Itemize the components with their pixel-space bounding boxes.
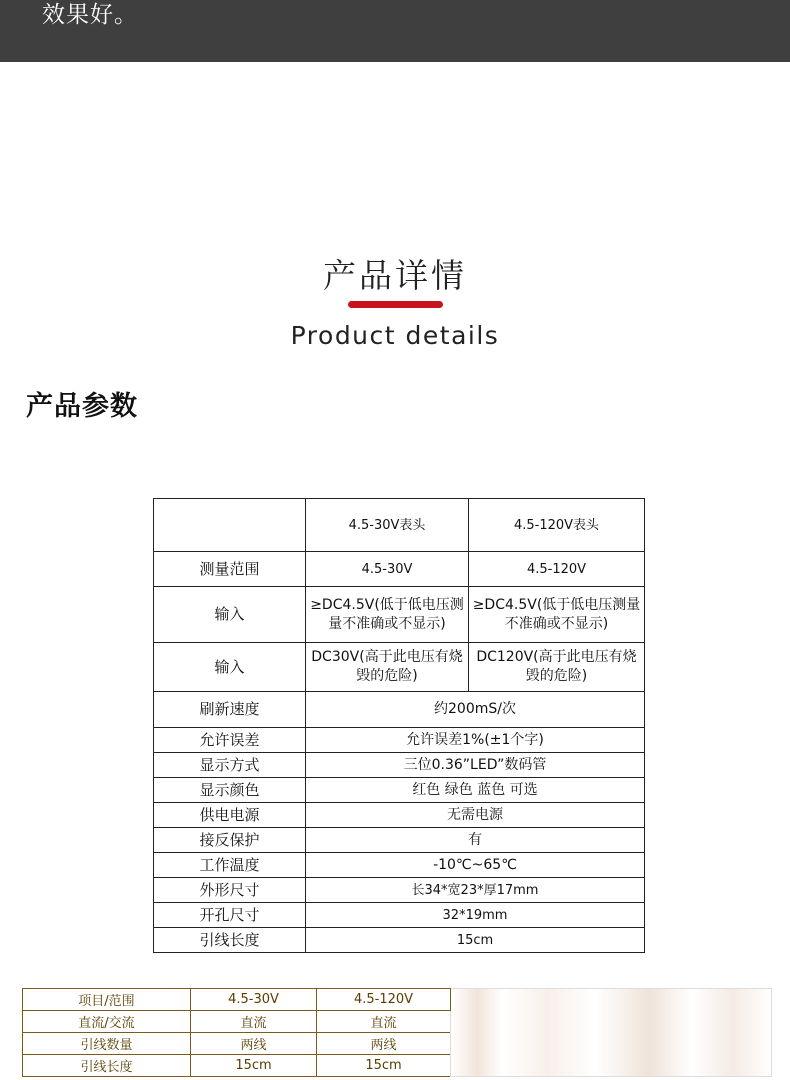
table-header-cell: 4.5-30V表头 xyxy=(306,499,469,552)
row-label: 输入 xyxy=(154,587,306,643)
table-row xyxy=(154,828,645,853)
banner-text: 效果好。 xyxy=(42,2,138,28)
row-value: 有 xyxy=(306,828,645,853)
table-row xyxy=(154,878,645,903)
row-value: -10℃~65℃ xyxy=(306,853,645,878)
compare-cell: 直流 xyxy=(317,1011,451,1033)
row-value: 4.5-120V xyxy=(469,552,645,587)
row-value: 32*19mm xyxy=(306,903,645,928)
compare-table xyxy=(22,988,772,1077)
blurred-region xyxy=(451,989,772,1077)
compare-cell: 直流 xyxy=(191,1011,317,1033)
compare-cell: 两线 xyxy=(317,1033,451,1055)
table-row xyxy=(154,643,645,692)
compare-cell: 引线长度 xyxy=(23,1055,191,1077)
row-value: DC120V(高于此电压有烧毁的危险) xyxy=(469,643,645,692)
row-label: 开孔尺寸 xyxy=(154,903,306,928)
table-row xyxy=(154,803,645,828)
title-underline xyxy=(348,301,443,308)
row-value: 4.5-30V xyxy=(306,552,469,587)
row-label: 显示方式 xyxy=(154,753,306,778)
compare-cell: 4.5-30V xyxy=(191,989,317,1011)
compare-cell: 15cm xyxy=(317,1055,451,1077)
section-subtitle: Product details xyxy=(290,321,500,350)
compare-cell: 两线 xyxy=(191,1033,317,1055)
table-row xyxy=(154,853,645,878)
table-row xyxy=(154,903,645,928)
row-label: 接反保护 xyxy=(154,828,306,853)
params-heading: 产品参数 xyxy=(26,391,138,422)
row-label: 刷新速度 xyxy=(154,692,306,728)
row-value: 允许误差1%(±1个字) xyxy=(306,728,645,753)
table-row xyxy=(154,928,645,953)
top-banner xyxy=(0,0,790,62)
compare-cell: 15cm xyxy=(191,1055,317,1077)
row-label: 外形尺寸 xyxy=(154,878,306,903)
row-value: 红色 绿色 蓝色 可选 xyxy=(306,778,645,803)
table-row xyxy=(23,989,772,1011)
compare-cell: 项目/范围 xyxy=(23,989,191,1011)
row-label: 显示颜色 xyxy=(154,778,306,803)
table-header-cell: 4.5-120V表头 xyxy=(469,499,645,552)
table-header-cell xyxy=(154,499,306,552)
compare-cell: 引线数量 xyxy=(23,1033,191,1055)
table-header-row xyxy=(154,499,645,552)
table-row xyxy=(154,587,645,643)
table-row xyxy=(154,552,645,587)
table-row xyxy=(154,778,645,803)
row-value: 无需电源 xyxy=(306,803,645,828)
section-title: 产品详情 xyxy=(323,256,467,295)
table-row xyxy=(154,692,645,728)
row-value: 约200mS/次 xyxy=(306,692,645,728)
row-label: 工作温度 xyxy=(154,853,306,878)
row-value: DC30V(高于此电压有烧毁的危险) xyxy=(306,643,469,692)
row-value: ≥DC4.5V(低于低电压测量不准确或不显示) xyxy=(306,587,469,643)
table-row xyxy=(154,728,645,753)
compare-cell: 4.5-120V xyxy=(317,989,451,1011)
row-label: 供电电源 xyxy=(154,803,306,828)
row-value: 三位0.36”LED”数码管 xyxy=(306,753,645,778)
row-value: 长34*宽23*厚17mm xyxy=(306,878,645,903)
row-label: 允许误差 xyxy=(154,728,306,753)
row-value: 15cm xyxy=(306,928,645,953)
table-row xyxy=(154,753,645,778)
row-label: 测量范围 xyxy=(154,552,306,587)
row-label: 引线长度 xyxy=(154,928,306,953)
compare-cell: 直流/交流 xyxy=(23,1011,191,1033)
row-label: 输入 xyxy=(154,643,306,692)
spec-table xyxy=(153,498,645,953)
row-value: ≥DC4.5V(低于低电压测量不准确或不显示) xyxy=(469,587,645,643)
